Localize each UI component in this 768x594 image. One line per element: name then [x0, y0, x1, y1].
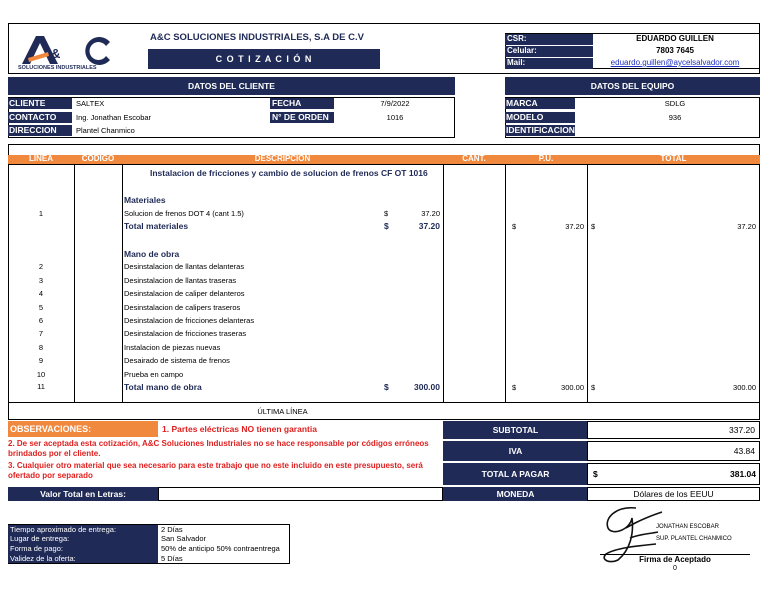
csr-value: EDUARDO GUILLEN — [636, 34, 714, 43]
col-divider — [443, 164, 444, 402]
letras-label: Valor Total en Letras: — [40, 489, 126, 499]
company-name: A&C SOLUCIONES INDUSTRIALES, S.A DE C.V — [150, 32, 364, 43]
cliente-value: SALTEX — [76, 99, 105, 108]
logo-subtitle: SOLUCIONES INDUSTRIALES — [18, 65, 97, 71]
tiempo-value: 2 Días — [161, 525, 183, 534]
mano-pu-currency: $ — [512, 383, 517, 392]
mano-line: 9 — [38, 356, 44, 365]
mano-item: Desinstalacion de caliper delanteros — [124, 289, 245, 298]
mano-line: 5 — [38, 303, 44, 312]
mat-item-amount: 37.20 — [421, 209, 440, 218]
total-label: TOTAL A PAGAR — [443, 463, 588, 485]
mano-item: Desairado de sistema de frenos — [124, 356, 230, 365]
signer-name: JONATHAN ESCOBAR — [656, 524, 719, 530]
col-divider — [505, 164, 506, 402]
contacto-value: Ing. Jonathan Escobar — [76, 113, 152, 122]
mat-total-amount: 37.20 — [418, 221, 440, 231]
mat-total-label: Total materiales — [124, 221, 189, 231]
mano-pu-amount: 300.00 — [561, 383, 584, 392]
orden-label: N° DE ORDEN — [270, 112, 334, 123]
mano-item: Desinstalacion de llantas traseras — [124, 276, 237, 285]
job-title: Instalacion de fricciones y cambio de solucion de frenos CF OT 1016 — [150, 168, 428, 178]
tiempo-label: Tiempo aproximado de entrega: — [10, 525, 117, 534]
mano-line: 10 — [36, 370, 46, 379]
observacion-3: 3. Cualquier otro material que sea necesario para este trabajo que no este incluido en este presupuesto, será ofertado por separado — [8, 461, 423, 480]
marca-value: SDLG — [664, 99, 686, 108]
col-divider — [122, 164, 123, 402]
mat-total-amount-col: 37.20 — [737, 222, 756, 231]
ultima-linea: ÚLTIMA LÍNEA — [257, 407, 308, 416]
moneda-label: MONEDA — [496, 489, 535, 499]
col-divider — [587, 164, 588, 402]
direccion-label: DIRECCION — [8, 125, 72, 136]
mano-item: Desinstalacion de fricciones traseras — [124, 329, 247, 338]
header-cant: CANT. — [462, 154, 486, 163]
col-divider — [74, 164, 75, 402]
total-value: 381.04 — [730, 469, 756, 479]
mano-total-amount: 300.00 — [414, 382, 440, 392]
mano-line: 4 — [38, 289, 44, 298]
lugar-value: San Salvador — [161, 534, 207, 543]
validez-value: 5 Días — [161, 554, 183, 563]
mat-item: Solucion de frenos DOT 4 (cant 1.5) — [124, 209, 244, 218]
cliente-label: CLIENTE — [8, 98, 72, 109]
lugar-label: Lugar de entrega: — [10, 534, 70, 543]
mano-line: 2 — [38, 262, 44, 271]
mano-line: 6 — [38, 316, 44, 325]
moneda-value: Dólares de los EEUU — [633, 489, 714, 499]
mano-total-amount-col: 300.00 — [733, 383, 756, 392]
signature-label: Firma de Aceptado — [639, 555, 711, 564]
mat-line: 1 — [38, 209, 44, 218]
marca-label: MARCA — [505, 98, 575, 109]
mail-label: Mail: — [505, 58, 593, 69]
header-total: TOTAL — [660, 154, 687, 163]
fecha-label: FECHA — [270, 98, 334, 109]
header-descripcion: DESCRIPCION — [254, 154, 311, 163]
items-table — [8, 144, 760, 420]
subtotal-value: 337.20 — [587, 421, 760, 439]
row-divider — [8, 164, 760, 165]
header-pu: P.U. — [538, 154, 554, 163]
mat-pu-amount: 37.20 — [565, 222, 584, 231]
company-logo — [18, 30, 118, 72]
mano-item: Prueba en campo — [124, 370, 184, 379]
mano-line: 3 — [38, 276, 44, 285]
observacion-2: 2. De ser aceptada esta cotización, A&C Soluciones Industriales no se hace responsable por códigos erróneos brindados por el cliente. — [8, 439, 429, 458]
direccion-value: Plantel Chanmico — [76, 126, 135, 135]
identificacion-label: IDENTIFICACION — [506, 125, 575, 135]
mano-title: Mano de obra — [124, 249, 180, 259]
celular-label: Celular: — [505, 46, 593, 57]
modelo-label: MODELO — [505, 112, 575, 123]
materiales-title: Materiales — [124, 195, 166, 205]
document-title: C O T I Z A C I Ó N — [148, 49, 380, 69]
header-linea: LINEA — [29, 154, 53, 163]
subtotal-label: SUBTOTAL — [443, 421, 588, 439]
mano-total-label: Total mano de obra — [124, 382, 202, 392]
total-currency: $ — [593, 469, 598, 479]
mat-item-currency: $ — [384, 209, 389, 218]
forma-label: Forma de pago: — [10, 544, 63, 553]
observacion-1: 1. Partes eléctricas NO tienen garantia — [162, 424, 317, 434]
mat-pu-currency: $ — [512, 222, 517, 231]
mano-line: 8 — [38, 343, 44, 352]
mano-total-currency-col: $ — [591, 383, 596, 392]
svg-text:&: & — [51, 46, 61, 61]
fecha-value: 7/9/2022 — [380, 99, 410, 108]
cliente-header: DATOS DEL CLIENTE — [8, 77, 455, 95]
equipo-header: DATOS DEL EQUIPO — [505, 77, 760, 95]
observaciones-label: OBSERVACIONES: — [8, 421, 158, 437]
modelo-value: 936 — [668, 113, 682, 122]
signer-role: SUP. PLANTEL CHANMICO — [656, 536, 732, 542]
csr-label: CSR: — [505, 34, 593, 45]
signature-value: 0 — [673, 565, 677, 572]
letras-value — [158, 487, 443, 501]
header-codigo: CODIGO — [81, 154, 115, 163]
contacto-label: CONTACTO — [8, 112, 72, 123]
mano-item: Desinstalacion de fricciones delanteras — [124, 316, 255, 325]
iva-label: IVA — [443, 441, 588, 461]
forma-value: 50% de anticipo 50% contraentrega — [161, 544, 280, 553]
mail-link[interactable]: eduardo.guillen@aycelsalvador.com — [610, 58, 740, 67]
iva-value: 43.84 — [587, 441, 760, 461]
mat-total-currency: $ — [384, 221, 389, 231]
celular-value: 7803 7645 — [656, 46, 694, 55]
mano-line: 7 — [38, 329, 44, 338]
mat-total-currency-col: $ — [591, 222, 596, 231]
mano-total-currency: $ — [384, 382, 389, 392]
mano-total-line: 11 — [37, 382, 45, 391]
mano-item: Desinstalacion de calipers traseros — [124, 303, 241, 312]
validez-label: Validez de la oferta: — [10, 554, 76, 563]
mano-item: Instalacion de piezas nuevas — [124, 343, 221, 352]
row-divider — [8, 402, 760, 403]
mano-item: Desinstalacion de llantas delanteras — [124, 262, 245, 271]
orden-value: 1016 — [386, 113, 404, 122]
